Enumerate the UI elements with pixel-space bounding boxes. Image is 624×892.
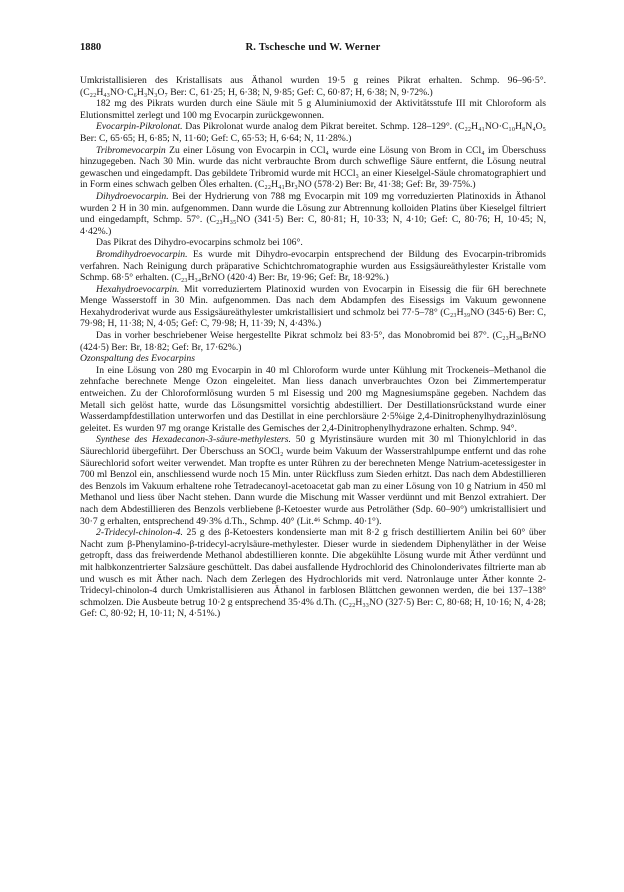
paragraph-lead: Tribromevocarpin	[96, 144, 166, 156]
paragraph: Bromdihydroevocarpin. Es wurde mit Dihydro-evocarpin entsprechend der Bildung des Evocarpin-tribromids verfahren. Nach Reinigung durch präparative Schichtchromatographie wurden aus Essigsäureäthylester Kristalle vom Schmp. 68·5° erhalten. (C₂₃H₃₄BrNO (420·4) Ber: Br, 19·96; Gef: Br, 18·92%.)	[80, 248, 546, 284]
paragraph: Umkristallisieren des Kristallisats aus Äthanol wurden 19·5 g reines Pikrat erhalten. Schmp. 96–96·5°. (C₂₂H₄₃NO·C₆H₃N₃O₇ Ber: C, 61·25; H, 6·38; N, 9·85; Gef: C, 60·87; H, 6·38; N, 9·72%.)	[80, 75, 546, 98]
paragraph: Das in vorher beschriebener Weise hergestellte Pikrat schmolz bei 83·5°, das Monobromid bei 87°. (C₂₃H₃₈BrNO (424·5) Ber: Br, 18·82; Gef: Br, 17·62%.)	[80, 330, 546, 353]
paragraph-lead: 2-Tridecyl-chinolon-4.	[96, 527, 183, 539]
paragraph: Hexahydroevocarpin. Mit vorreduziertem Platinoxid wurden von Evocarpin in Eisessig die für 6H berechnete Menge Wasserstoff in 30 Min. aufgenommen. Das nach dem Abdampfen des Eisessigs im Vakuum gewonnene Hexahydroderivat wurde aus Essigsäureäthylester umkristallisiert und schmolz bei 77·5–78° (C₂₃H₃₉NO (345·6) Ber: C, 79·98; H, 11·38; N, 4·05; Gef: C, 79·98; H, 11·39; N, 4·43%.)	[80, 283, 546, 330]
paragraph: Synthese des Hexadecanon-3-säure-methylesters. 50 g Myristinsäure wurden mit 30 ml Thionylchlorid in das Säurechlorid übergeführt. Der Überschuss an SOCl₂ wurde beim Vakuum der Wasserstrahlpumpe entfernt und das rohe Säurechlorid sofort weiter verwendet. Man tropfte es unter Rühren zu der berechneten Menge Natrium-acetessigester in 700 ml Benzol ein, anschliessend wurde noch 15 Min. unter Rückfluss zum Sieden erhitzt. Das nach dem Abdestillieren des Benzols im Vakuum erhaltene rohe Tetradecanoyl-acetoacetat gab man zu einer Lösung von 10 g Natrium in 450 ml Methanol und liess über Nacht stehen. Dann wurde die Mischung mit Wasser verdünnt und mit Benzol extrahiert. Der nach dem Abdestillieren des Benzols verbliebene β-Ketoester wurde aus Petroläther (Sdp. 60–90°) umkristallisiert und 30·7 g erhalten, entsprechend 49·3% d.Th., Schmp. 40° (Lit.⁴⁶ Schmp. 40·1°).	[80, 434, 546, 527]
paragraph: 2-Tridecyl-chinolon-4. 25 g des β-Ketoesters kondensierte man mit 8·2 g frisch destilliertem Anilin bei 60° über Nacht zum β-Phenylamino-β-tridecyl-acrylsäure-methylester. Dieser wurde in siedendem Diphenyläther in der Weise getropft, dass das freiwerdende Methanol abdestillieren konnte. Die abgekühlte Lösung wurde mit Äther verdünnt und mit halbkonzentrierter Salzsäure geschüttelt. Das dabei ausfallende Hydrochlorid des Chinolonderivates filtrierte man ab und wusch es mit Äther nach. Nach dem Zerlegen des Hydrochlorids mit verd. Natronlauge unter Äther konnte 2-Tridecyl-chinolon-4 durch Umkristallisieren aus Äthanol in farblosen Blättchen gewonnen werden, die bei 137–138° schmolzen. Die Ausbeute betrug 10·2 g entsprechend 35·4% d.Th. (C₂₂H₃₃NO (327·5) Ber: C, 80·68; H, 10·16; N, 4·28; Gef: C, 80·92; H, 10·11; N, 4·51%.)	[80, 527, 546, 620]
paragraph: 182 mg des Pikrats wurden durch eine Säule mit 5 g Aluminiumoxid der Aktivitätsstufe III mit Chloroform als Elutionsmittel zerlegt und 100 mg Evocarpin zurückgewonnen.	[80, 98, 546, 121]
paragraph: Dihydroevocarpin. Bei der Hydrierung von 788 mg Evocarpin mit 109 mg vorreduzierten Platinoxids in Äthanol wurden 2 H in 30 min. aufgenommen. Dann wurde die Lösung zur Abtrennung kolloiden Platins über Kieselgel filtriert und eingedampft, Schmp. 57°. (C₂₃H₃₅NO (341·5) Ber: C, 80·81; H, 10·33; N, 4·10; Gef: C, 80·76; H, 10·45; N, 4·42%.)	[80, 190, 546, 237]
paragraph: Das Pikrat des Dihydro-evocarpins schmolz bei 106°.	[96, 237, 303, 249]
document-body	[80, 75, 546, 620]
paragraph-lead: Synthese des Hexadecanon-3-säure-methylesters.	[96, 434, 291, 446]
running-head: R. Tschesche und W. Werner	[245, 42, 381, 53]
paragraph: In eine Lösung von 280 mg Evocarpin in 40 ml Chloroform wurde unter Kühlung mit Trockeneis–Methanol die zehnfache berechnete Menge Ozon eingeleitet. Man liess danach unverbrauchtes Ozon bei Zimmertemperatur entweichen. Zu der Chloroformlösung wurden 5 ml Eisessig und 200 mg Magnesiumspäne gegeben. Nachdem das Metall sich gelöst hatte, wurde das Lösungsmittel vorsichtig abdestilliert. Der Destillationsrückstand wurde einer Wasserdampfdestillation unterworfen und das Destillat in eine perchlorsäure 2·5%ige 2,4-Dinitrophenylhydrazinlösung geleitet. Es wurden 97 mg orange Kristalle des Gemisches der 2,4-Dinitrophenylhydrazone erhalten. Schmp. 94°.	[80, 364, 546, 434]
page-number: 1880	[80, 42, 102, 53]
paragraph-lead: Hexahydroevocarpin.	[96, 283, 180, 295]
paragraph-lead: Evocarpin-Pikrolonat.	[96, 121, 183, 133]
paragraph: Tribromevocarpin Zu einer Lösung von Evocarpin in CCl₄ wurde eine Lösung von Brom in CCl₄ im Überschuss hinzugegeben. Nach 30 Min. wurde das nicht verbrauchte Brom durch schweflige Säure entfernt, die Lösung neutral gewaschen und eingedampft. Das gebildete Tribromid wurde mit HCCl₃ an einer Kieselgel-Säule chromatographiert und in Form eines schwach gelben Öles erhalten. (C₂₂H₄₁Br₃NO (578·2) Ber: Br, 41·38; Gef: Br, 39·75%.)	[80, 144, 546, 191]
paragraph: Evocarpin-Pikrolonat. Das Pikrolonat wurde analog dem Pikrat bereitet. Schmp. 128–129°. (C₂₂H₄₁NO·C₁₀H₈N₄O₅ Ber: C, 65·65; H, 6·85; N, 11·60; Gef: C, 65·53; H, 6·64; N, 11·28%.)	[80, 121, 546, 144]
paragraph-lead: Dihydroevocarpin.	[96, 190, 169, 202]
section-heading: Ozonspaltung des Evocarpins	[80, 353, 195, 365]
page-header	[80, 42, 546, 58]
paragraph-lead: Bromdihydroevocarpin.	[96, 248, 188, 260]
